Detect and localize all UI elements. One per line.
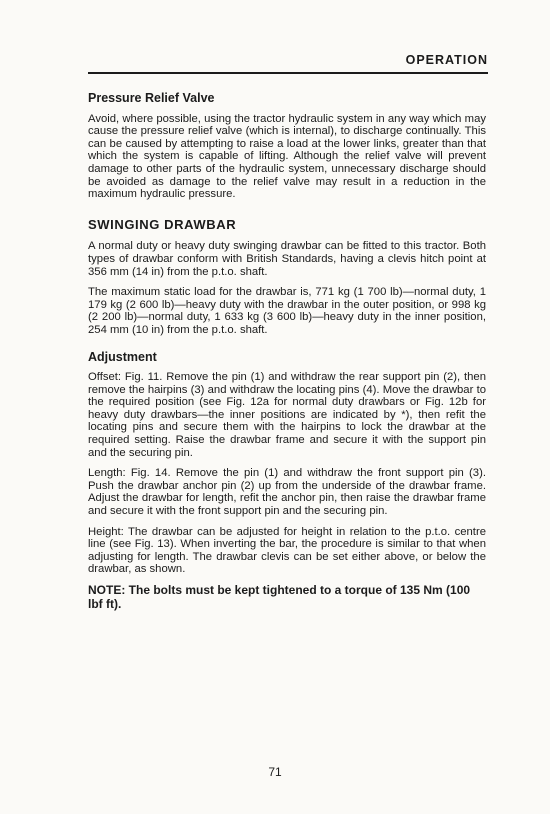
pressure-relief-valve-heading: Pressure Relief Valve	[88, 91, 215, 105]
header-rule	[88, 72, 488, 74]
height-paragraph: Height: The drawbar can be adjusted for height in relation to the p.t.o. centre line (see Fig. 13). When inverting the bar, the procedure is similar to that when adjusting for length. The drawbar clevis can be set either above, or below the drawbar, as shown.	[88, 525, 486, 576]
adjustment-heading: Adjustment	[88, 349, 157, 364]
page-content	[88, 92, 486, 619]
pressure-relief-valve-paragraph: Avoid, where possible, using the tractor hydraulic system in any way which may cause the pressure relief valve (which is internal), to discharge continually. This can be caused by attempting to raise a load at the lower links, greater than that which the system is capable of lifting. Although the relief valve will prevent damage to other parts of the hydraulic system, unnecessary discharge should be avoided as damage to the relief valve may result in a reduction in the maximum hydraulic pressure.	[88, 112, 486, 201]
swinging-drawbar-heading: SWINGING DRAWBAR	[88, 216, 237, 232]
torque-note: NOTE: The bolts must be kept tightened to a torque of 135 Nm (100 lbf ft).	[88, 583, 471, 611]
drawbar-types-paragraph: A normal duty or heavy duty swinging drawbar can be fitted to this tractor. Both types of drawbar conform with British Standards, having a clevis hitch point at 356 mm (14 in) from the p.t.o. shaft.	[88, 240, 486, 278]
page-number: 71	[268, 765, 282, 779]
drawbar-load-paragraph: The maximum static load for the drawbar is, 771 kg (1 700 lb)—normal duty, 1 179 kg (2 600 lb)—heavy duty with the drawbar in the outer position, or 998 kg (2 200 lb)—normal duty, 1 633 kg (3 600 lb)—heavy duty in the inner position, 254 mm (10 in) from the p.t.o. shaft.	[88, 286, 486, 336]
length-paragraph: Length: Fig. 14. Remove the pin (1) and withdraw the front support pin (3). Push the drawbar anchor pin (2) up from the underside of the drawbar frame. Adjust the drawbar for length, refit the anchor pin, then raise the drawbar frame and secure it with the front support pin and the securing pin.	[88, 467, 486, 518]
section-header: OPERATION	[405, 53, 488, 67]
offset-paragraph: Offset: Fig. 11. Remove the pin (1) and withdraw the rear support pin (2), then remove the hairpins (3) and withdraw the locating pins (4). Move the drawbar to the required position (see Fig. 12a for normal duty drawbars or Fig. 12b for heavy duty drawbars—the inner positions are indicated by *), then refit the locating pins and secure them with the hairpins to lock the drawbar at the required setting. Raise the drawbar frame and secure it with the support pin and the securing pin.	[88, 371, 486, 459]
